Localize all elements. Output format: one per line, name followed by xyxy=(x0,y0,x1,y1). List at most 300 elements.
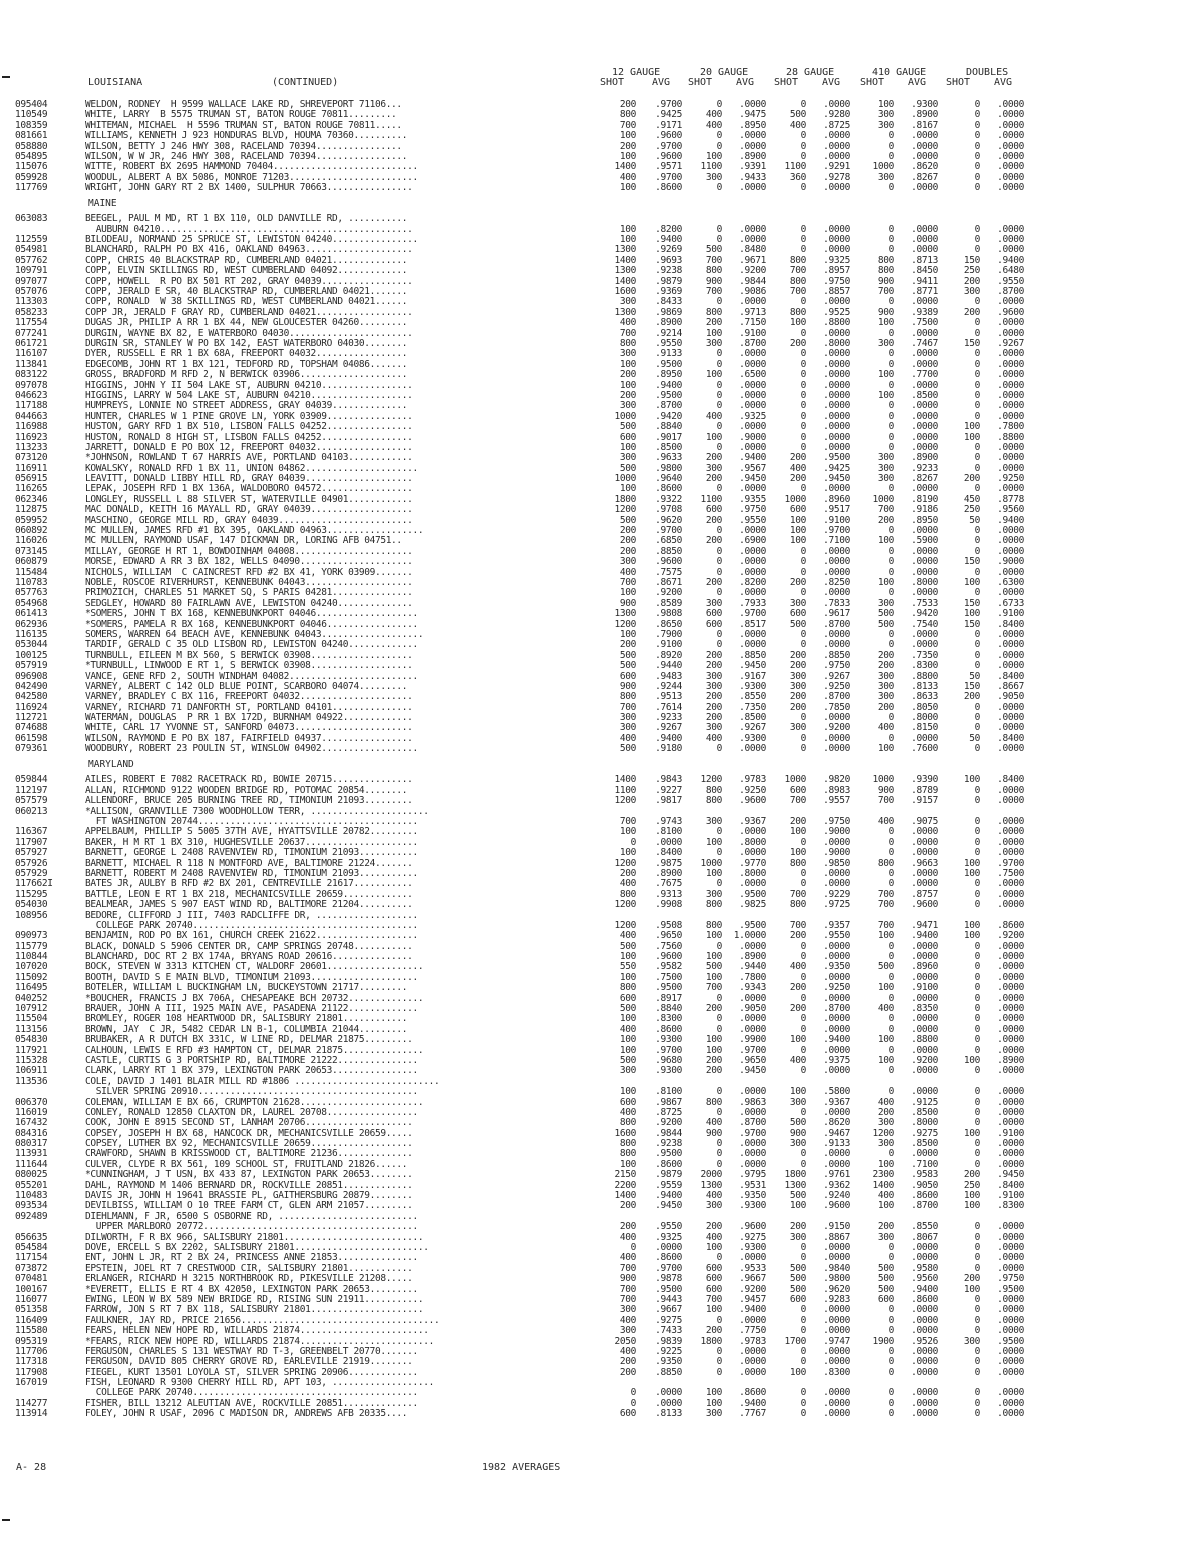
shot-20: 1100 xyxy=(700,161,722,173)
avg-410: .8050 xyxy=(911,701,938,713)
shooter-name-address: GROSS, BRADFORD M RFD 2, N BERWICK 03906.................... xyxy=(85,370,408,381)
shot-12: 200 xyxy=(619,369,636,381)
avg-20: .0000 xyxy=(739,1356,766,1368)
member-id: 113914 xyxy=(15,1408,48,1420)
member-id: 110844 xyxy=(15,951,48,963)
avg-28: .0000 xyxy=(823,712,850,724)
shooter-name-address: AILES, ROBERT E 7082 RACETRACK RD, BOWIE 20715............... xyxy=(85,775,413,786)
avg-12: .8650 xyxy=(655,618,682,630)
shot-doubles: 0 xyxy=(974,317,980,329)
avg-410: .9526 xyxy=(911,1335,938,1347)
avg-28: .0000 xyxy=(823,1304,850,1316)
avg-20: .8950 xyxy=(739,119,766,131)
avg-12: .9440 xyxy=(655,660,682,672)
avg-410: .0000 xyxy=(911,566,938,578)
avg-410: .0000 xyxy=(911,182,938,194)
shot-410: 0 xyxy=(888,358,894,370)
shooter-name-address: COLLEGE PARK 20740.......................................... xyxy=(85,920,418,931)
avg-410: .0000 xyxy=(911,348,938,360)
shot-28: 0 xyxy=(800,379,806,391)
shot-12: 800 xyxy=(619,1138,636,1150)
shot-12: 100 xyxy=(619,847,636,859)
shot-doubles: 0 xyxy=(974,1262,980,1274)
shot-20: 900 xyxy=(705,275,722,287)
avg-12: .9200 xyxy=(655,1117,682,1129)
shooter-name-address: BROMLEY, ROGER 108 HEARTWOOD DR, SALISBURY 21801............ xyxy=(85,1014,408,1025)
shot-12: 400 xyxy=(619,1231,636,1243)
shot-12: 700 xyxy=(619,327,636,339)
avg-12: .7614 xyxy=(655,701,682,713)
shot-12: 1400 xyxy=(614,1190,636,1202)
shot-doubles: 0 xyxy=(974,1117,980,1129)
state-section-heading xyxy=(0,194,1200,215)
avg-doubles: .8300 xyxy=(997,1200,1024,1212)
group-410-gauge: 410 GAUGE xyxy=(872,67,927,78)
avg-doubles: .0000 xyxy=(997,1117,1024,1129)
shot-410: 100 xyxy=(877,982,894,994)
shot-20: 0 xyxy=(716,1086,722,1098)
shot-410: 0 xyxy=(888,234,894,246)
avg-20: .9531 xyxy=(739,1179,766,1191)
shot-410: 0 xyxy=(888,441,894,453)
shot-28: 0 xyxy=(800,296,806,308)
shooter-name-address: DOVE, ERCELL S BX 2202, SALISBURY 21801......................... xyxy=(85,1243,429,1253)
avg-410: .0000 xyxy=(911,732,938,744)
member-id: 056915 xyxy=(15,473,48,485)
avg-410: .8067 xyxy=(911,1231,938,1243)
avg-28: .0000 xyxy=(823,296,850,308)
shot-12: 100 xyxy=(619,951,636,963)
shooter-name-address: WILLIAMS, KENNETH J 923 HONDURAS BLVD, HOUMA 70360.......... xyxy=(85,131,408,142)
avg-12: .9878 xyxy=(655,1273,682,1285)
shot-doubles: 0 xyxy=(974,784,980,796)
shooter-name-address: LONGLEY, RUSSELL L 88 SILVER ST, WATERVILLE 04901............ xyxy=(85,494,413,505)
shot-410: 0 xyxy=(888,587,894,599)
shot-410: 1900 xyxy=(872,1335,894,1347)
shot-28: 0 xyxy=(800,545,806,557)
shot-doubles: 0 xyxy=(974,483,980,495)
avg-410: .0000 xyxy=(911,234,938,246)
avg-doubles: .9700 xyxy=(997,857,1024,869)
avg-doubles: .0000 xyxy=(997,888,1024,900)
avg-28: .0000 xyxy=(823,971,850,983)
shot-doubles: 0 xyxy=(974,1325,980,1337)
avg-410: .9390 xyxy=(911,774,938,786)
shot-28: 0 xyxy=(800,400,806,412)
member-id: 054584 xyxy=(15,1242,48,1253)
shot-doubles: 0 xyxy=(974,1138,980,1150)
avg-28: .9229 xyxy=(823,888,850,900)
member-id: 081661 xyxy=(15,130,48,142)
avg-28: .9750 xyxy=(823,660,850,672)
shooter-name-address: BARNETT, MICHAEL R 118 N MONTFORD AVE, BALTIMORE 21224....... xyxy=(85,858,413,869)
shot-12: 100 xyxy=(619,150,636,162)
shooter-name-address: WRIGHT, JOHN GARY RT 2 BX 1400, SULPHUR 70663................ xyxy=(85,183,413,194)
avg-doubles: .8667 xyxy=(997,680,1024,692)
shot-28: 0 xyxy=(800,1148,806,1160)
avg-20: .6900 xyxy=(739,535,766,547)
avg-20: .9325 xyxy=(739,410,766,422)
shot-28: 100 xyxy=(789,1034,806,1046)
shot-20: 1800 xyxy=(700,1335,722,1347)
member-id: 115295 xyxy=(15,888,48,900)
shot-12: 800 xyxy=(619,109,636,121)
shooter-name-address: LEPAK, JOSEPH RFD 1 BX 136A, WALDOBORO 04572................. xyxy=(85,484,413,495)
shot-28: 600 xyxy=(789,1293,806,1305)
shot-20: 300 xyxy=(705,462,722,474)
shot-20: 800 xyxy=(705,899,722,911)
avg-doubles: .0000 xyxy=(997,348,1024,360)
shot-28: 600 xyxy=(789,608,806,620)
avg-20: .0000 xyxy=(739,99,766,110)
avg-12: .9450 xyxy=(655,1200,682,1212)
shooter-name-address: PRIMOZICH, CHARLES 51 MARKET SQ, S PARIS 04281............... xyxy=(85,588,413,599)
member-id: 057076 xyxy=(15,286,48,298)
shot-12: 0 xyxy=(630,1387,636,1399)
avg-28: .0000 xyxy=(823,182,850,194)
member-id: 079361 xyxy=(15,743,48,755)
avg-410: .7350 xyxy=(911,649,938,661)
shot-410: 0 xyxy=(888,223,894,235)
shooter-name-address: DUGAS JR, PHILIP A RR 1 BX 44, NEW GLOUCESTER 04260......... xyxy=(85,318,408,329)
shot-28: 0 xyxy=(800,1013,806,1025)
avg-28: .9820 xyxy=(823,774,850,786)
avg-12: .9227 xyxy=(655,784,682,796)
shot-20: 800 xyxy=(705,795,722,807)
shot-20: 200 xyxy=(705,1065,722,1077)
shooter-name-address: BLANCHARD, DOC RT 2 BX 174A, BRYANS ROAD 20616............... xyxy=(85,952,413,963)
avg-20: .7800 xyxy=(739,971,766,983)
avg-20: .8900 xyxy=(739,150,766,162)
shot-410: 400 xyxy=(877,815,894,827)
shooter-row xyxy=(0,796,1200,806)
shot-28: 0 xyxy=(800,1044,806,1056)
shot-28: 1100 xyxy=(784,161,806,173)
shot-12: 900 xyxy=(619,680,636,692)
shot-20: 400 xyxy=(705,732,722,744)
shot-12: 900 xyxy=(619,597,636,609)
shot-12: 2150 xyxy=(614,1169,636,1181)
avg-20: .0000 xyxy=(739,483,766,495)
avg-20: .9167 xyxy=(739,670,766,682)
shot-doubles: 0 xyxy=(974,1356,980,1368)
avg-410: .8900 xyxy=(911,109,938,121)
shot-410: 200 xyxy=(877,1106,894,1118)
avg-20: .0000 xyxy=(739,130,766,142)
shot-28: 500 xyxy=(789,1262,806,1274)
avg-20: .0000 xyxy=(739,1252,766,1264)
avg-20: .9300 xyxy=(739,732,766,744)
avg-28: .8983 xyxy=(823,784,850,796)
shot-doubles: 0 xyxy=(974,815,980,827)
avg-12: .9875 xyxy=(655,857,682,869)
avg-12: .6850 xyxy=(655,535,682,547)
shooter-name-address: MAC DONALD, KEITH 16 MAYALL RD, GRAY 04039................... xyxy=(85,505,413,516)
shot-410: 0 xyxy=(888,867,894,879)
shooter-name-address: BRUBAKER, A R DUTCH BX 331C, W LINE RD, DELMAR 21875......... xyxy=(85,1035,413,1046)
shot-doubles: 0 xyxy=(974,358,980,370)
avg-20: .9770 xyxy=(739,857,766,869)
shot-doubles: 200 xyxy=(963,473,980,485)
member-id: 073120 xyxy=(15,452,48,464)
avg-12: .9700 xyxy=(655,171,682,183)
shot-doubles: 0 xyxy=(974,1252,980,1264)
avg-28: .8800 xyxy=(823,317,850,329)
shot-doubles: 0 xyxy=(974,296,980,308)
avg-410: .9186 xyxy=(911,504,938,516)
shooter-name-address: DILWORTH, F R BX 966, SALISBURY 21801.......................... xyxy=(85,1232,424,1243)
shot-410: 700 xyxy=(877,888,894,900)
shot-12: 600 xyxy=(619,670,636,682)
shot-doubles: 0 xyxy=(974,1096,980,1108)
member-id: 167432 xyxy=(15,1117,48,1129)
avg-410: .0000 xyxy=(911,1325,938,1337)
shot-28: 0 xyxy=(800,732,806,744)
shot-doubles: 200 xyxy=(963,691,980,703)
avg-20: .0000 xyxy=(739,421,766,433)
member-id: 057927 xyxy=(15,847,48,859)
shot-12: 100 xyxy=(619,182,636,194)
shot-28: 100 xyxy=(789,317,806,329)
avg-28: .9400 xyxy=(823,1034,850,1046)
shot-410: 0 xyxy=(888,1314,894,1326)
avg-doubles: .9050 xyxy=(997,691,1024,703)
shot-410: 0 xyxy=(888,525,894,537)
avg-410: .9471 xyxy=(911,919,938,931)
shot-410: 0 xyxy=(888,971,894,983)
avg-28: .9250 xyxy=(823,982,850,994)
avg-doubles: .0000 xyxy=(997,140,1024,152)
shot-12: 800 xyxy=(619,1117,636,1129)
avg-410: .0000 xyxy=(911,587,938,599)
shot-410: 500 xyxy=(877,608,894,620)
shot-doubles: 0 xyxy=(974,327,980,339)
avg-410: .8789 xyxy=(911,784,938,796)
shot-28: 100 xyxy=(789,1366,806,1378)
shot-410: 0 xyxy=(888,940,894,952)
shot-28: 200 xyxy=(789,452,806,464)
shot-28: 0 xyxy=(800,182,806,194)
avg-28: .9600 xyxy=(823,1200,850,1212)
avg-doubles: .0000 xyxy=(997,743,1024,755)
group-doubles: DOUBLES xyxy=(966,67,1009,78)
avg-28: .0000 xyxy=(823,327,850,339)
shot-28: 0 xyxy=(800,639,806,651)
shot-410: 300 xyxy=(877,680,894,692)
avg-28: .0000 xyxy=(823,1325,850,1337)
avg-doubles: .9100 xyxy=(997,1190,1024,1202)
avg-20: .9450 xyxy=(739,660,766,672)
shot-20: 100 xyxy=(705,930,722,942)
member-id: 077241 xyxy=(15,327,48,339)
avg-28: .9000 xyxy=(823,847,850,859)
shot-doubles: 0 xyxy=(974,379,980,391)
shot-410: 0 xyxy=(888,421,894,433)
avg-410: .0000 xyxy=(911,421,938,433)
shot-12: 100 xyxy=(619,971,636,983)
avg-410: .9300 xyxy=(911,99,938,110)
shot-doubles: 150 xyxy=(963,597,980,609)
avg-20: .9250 xyxy=(739,784,766,796)
avg-28: .9840 xyxy=(823,1262,850,1274)
shooter-row xyxy=(0,1326,1200,1336)
avg-12: .9808 xyxy=(655,608,682,620)
shot-410: 300 xyxy=(877,1117,894,1129)
avg-20: .8900 xyxy=(739,951,766,963)
avg-12: .7560 xyxy=(655,940,682,952)
avg-28: .9362 xyxy=(823,1179,850,1191)
avg-20: .8480 xyxy=(739,244,766,256)
shooter-name-address: VARNEY, ALBERT C 142 OLD BLUE POINT, SCARBORO 04074......... xyxy=(85,681,408,692)
shooter-name-address: COPP JR, JERALD F GRAY RD, CUMBERLAND 04021.................. xyxy=(85,307,413,318)
shot-12: 400 xyxy=(619,1023,636,1035)
shot-12: 0 xyxy=(630,1242,636,1253)
avg-20: .9783 xyxy=(739,774,766,786)
member-id: 111644 xyxy=(15,1158,48,1170)
avg-20: .9300 xyxy=(739,680,766,692)
shooter-name-address: BAKER, H M RT 1 BX 310, HUGHESVILLE 20637..................... xyxy=(85,837,418,848)
shooter-name-address: *ALLISON, GRANVILLE 7300 WOODHOLLOW TERR, ...................... xyxy=(85,806,429,817)
avg-410: .0000 xyxy=(911,867,938,879)
shot-28: 100 xyxy=(789,847,806,859)
member-id: 116495 xyxy=(15,982,48,994)
shot-28: 0 xyxy=(800,441,806,453)
shot-20: 100 xyxy=(705,431,722,443)
avg-doubles: .6733 xyxy=(997,597,1024,609)
avg-12: .9800 xyxy=(655,462,682,474)
avg-410: .9663 xyxy=(911,857,938,869)
avg-410: .0000 xyxy=(911,1148,938,1160)
sub-shot: SHOT xyxy=(600,77,625,88)
shot-28: 0 xyxy=(800,389,806,401)
avg-28: .0000 xyxy=(823,431,850,443)
avg-410: .0000 xyxy=(911,1304,938,1316)
avg-doubles: .0000 xyxy=(997,899,1024,911)
avg-doubles: .0000 xyxy=(997,1221,1024,1233)
shot-doubles: 0 xyxy=(974,1003,980,1015)
shot-12: 600 xyxy=(619,1408,636,1420)
avg-12: .9550 xyxy=(655,338,682,349)
avg-12: .9700 xyxy=(655,1262,682,1274)
avg-28: .0000 xyxy=(823,732,850,744)
avg-20: .9400 xyxy=(739,1397,766,1409)
shot-12: 1000 xyxy=(614,473,636,485)
avg-12: .9500 xyxy=(655,1283,682,1295)
shot-12: 700 xyxy=(619,1293,636,1305)
shooter-name-address: WILSON, BETTY J 246 HWY 308, RACELAND 70394................ xyxy=(85,141,402,152)
shooter-name-address: COPP, RONALD W 38 SKILLINGS RD, WEST CUMBERLAND 04021...... xyxy=(85,297,408,308)
avg-28: .0000 xyxy=(823,940,850,952)
shot-410: 400 xyxy=(877,722,894,734)
shot-doubles: 100 xyxy=(963,1190,980,1202)
shot-12: 300 xyxy=(619,400,636,412)
avg-28: .7100 xyxy=(823,535,850,547)
avg-410: .0000 xyxy=(911,327,938,339)
shot-doubles: 0 xyxy=(974,722,980,734)
shooter-name-address: BARNETT, GEORGE L 2408 RAVENVIEW RD, TIMONIUM 21093........... xyxy=(85,848,418,859)
member-id: 054895 xyxy=(15,150,48,162)
shot-410: 700 xyxy=(877,899,894,911)
avg-28: .0000 xyxy=(823,1065,850,1077)
shot-20: 0 xyxy=(716,639,722,651)
shot-410: 0 xyxy=(888,431,894,443)
shot-12: 300 xyxy=(619,712,636,724)
shot-doubles: 0 xyxy=(974,545,980,557)
avg-20: .8500 xyxy=(739,712,766,724)
shot-28: 700 xyxy=(789,265,806,277)
shot-410: 0 xyxy=(888,140,894,152)
shooter-name-address: BOOTH, DAVID S E MAIN BLVD, TIMONIUM 21093.................... xyxy=(85,972,418,983)
shooter-row xyxy=(0,1368,1200,1378)
avg-doubles: .9000 xyxy=(997,556,1024,568)
shot-28: 200 xyxy=(789,982,806,994)
shot-doubles: 0 xyxy=(974,1314,980,1326)
member-id: 100167 xyxy=(15,1283,48,1295)
shot-doubles: 0 xyxy=(974,1023,980,1035)
avg-doubles: .0000 xyxy=(997,244,1024,256)
shot-28: 0 xyxy=(800,244,806,256)
member-id: 097077 xyxy=(15,275,48,287)
shot-12: 300 xyxy=(619,452,636,464)
shooter-name-address: FERGUSON, DAVID 805 CHERRY GROVE RD, EARLEVILLE 21919........ xyxy=(85,1357,413,1368)
avg-doubles: .0000 xyxy=(997,982,1024,994)
shot-12: 700 xyxy=(619,815,636,827)
shooter-name-address: FISH, LEONARD R 9300 CHERRY HILL RD, APT 103, ................... xyxy=(85,1378,435,1389)
avg-20: .9713 xyxy=(739,306,766,318)
shot-12: 200 xyxy=(619,140,636,152)
avg-doubles: .0000 xyxy=(997,1013,1024,1025)
shot-20: 400 xyxy=(705,109,722,121)
avg-20: .9440 xyxy=(739,961,766,973)
shot-28: 360 xyxy=(789,171,806,183)
avg-20: 1.0000 xyxy=(733,930,766,942)
shot-doubles: 0 xyxy=(974,649,980,661)
shot-doubles: 50 xyxy=(969,514,980,526)
avg-20: .0000 xyxy=(739,441,766,453)
shot-12: 300 xyxy=(619,722,636,734)
shot-28: 200 xyxy=(789,660,806,672)
shot-410: 800 xyxy=(877,857,894,869)
member-id: 006370 xyxy=(15,1096,48,1108)
avg-12: .8840 xyxy=(655,421,682,433)
shooter-name-address: BLACK, DONALD S 5906 CENTER DR, CAMP SPRINGS 20748........... xyxy=(85,941,413,952)
shot-20: 0 xyxy=(716,1356,722,1368)
shooter-name-address: BOTELER, WILLIAM L BUCKINGHAM LN, BUCKEYSTOWN 21717......... xyxy=(85,983,408,994)
shot-410: 500 xyxy=(877,618,894,630)
avg-12: .9650 xyxy=(655,930,682,942)
shot-20: 0 xyxy=(716,847,722,859)
shot-doubles: 100 xyxy=(963,774,980,786)
avg-28: .9267 xyxy=(823,670,850,682)
shot-28: 600 xyxy=(789,504,806,516)
shot-12: 200 xyxy=(619,639,636,651)
member-id: 116923 xyxy=(15,431,48,443)
shot-28: 0 xyxy=(800,140,806,152)
avg-12: .9100 xyxy=(655,639,682,651)
avg-12: .0000 xyxy=(655,836,682,848)
shooter-row xyxy=(0,1066,1200,1076)
shot-410: 0 xyxy=(888,836,894,848)
shot-28: 500 xyxy=(789,109,806,121)
member-id: 097078 xyxy=(15,379,48,391)
member-id: 058880 xyxy=(15,140,48,152)
avg-28: .9325 xyxy=(823,254,850,266)
avg-20: .0000 xyxy=(739,389,766,401)
shot-410: 0 xyxy=(888,1408,894,1420)
shot-28: 400 xyxy=(789,119,806,131)
sub-avg: AVG xyxy=(736,77,755,88)
shooter-name-address: ALLENDORF, BRUCE 205 BURNING TREE RD, TIMONIUM 21093......... xyxy=(85,796,413,807)
